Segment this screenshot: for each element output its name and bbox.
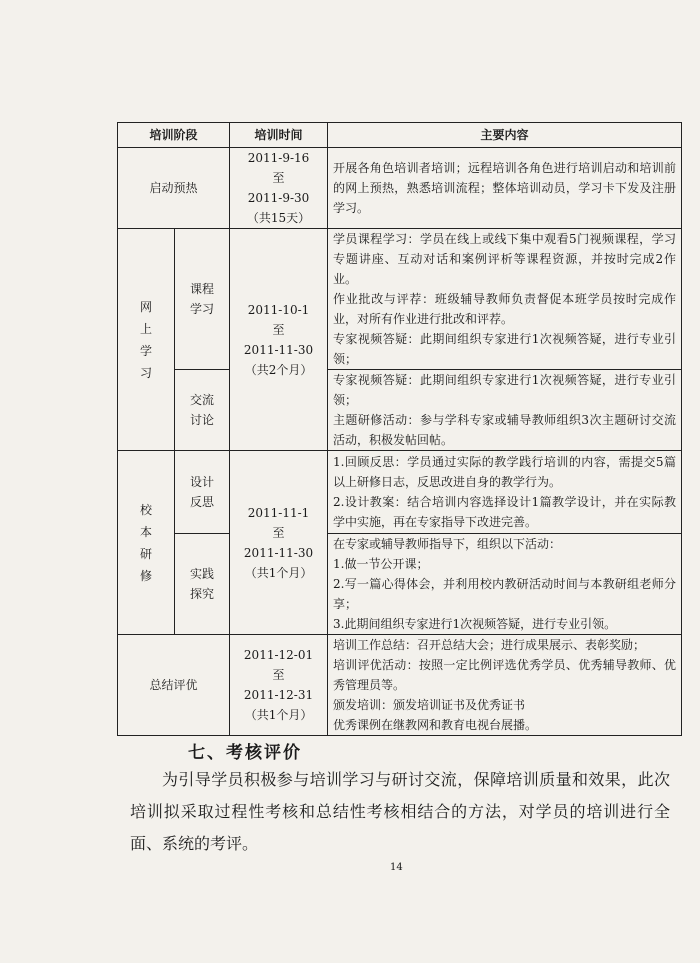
table-row <box>118 534 682 635</box>
content-summary: 培训工作总结：召开总结大会；进行成果展示、表彰奖励； 培训评优活动：按照一定比例评选优秀学员、优秀辅导教师、优秀管理员等。 颁发培训：颁发培训证书及优秀证书 优秀课例在继教网和教育电视台展播。 <box>328 635 682 736</box>
table-row <box>118 148 682 229</box>
training-schedule-table <box>117 122 682 736</box>
substage-design: 设计 反思 <box>175 451 230 534</box>
content-course: 学员课程学习：学员在线上或线下集中观看5门视频课程，学习专题讲座、互动对话和案例评析等课程资源，并按时完成2作业。 作业批改与评荐：班级辅导教师负责督促本班学员按时完成作业，对所有作业进行批改和评荐。 专家视频答疑：此期间组织专家进行1次视频答疑，进行专业引领； <box>328 229 682 370</box>
page-number: 14 <box>390 862 403 873</box>
stage-startup: 启动预热 <box>118 148 230 229</box>
substage-discussion: 交流 讨论 <box>175 370 230 451</box>
header-content: 主要内容 <box>328 123 682 148</box>
table-row <box>118 370 682 451</box>
content-startup: 开展各角色培训者培训；远程培训各角色进行培训启动和培训前的网上预热，熟悉培训流程；整体培训动员，学习卡下发及注册学习。 <box>328 148 682 229</box>
time-school: 2011-11-1 至 2011-11-30 （共1个月） <box>230 451 328 635</box>
stage-school: 校 本 研 修 <box>118 451 175 635</box>
table-header-row <box>118 123 682 148</box>
table-row <box>118 451 682 534</box>
stage-online: 网 上 学 习 <box>118 229 175 451</box>
section-paragraph: 为引导学员积极参与培训学习与研讨交流，保障培训质量和效果，此次培训拟采取过程性考核和总结性考核相结合的方法，对学员的培训进行全面、系统的考评。 <box>130 770 670 853</box>
time-startup: 2011-9-16 至 2011-9-30 （共15天） <box>230 148 328 229</box>
time-online: 2011-10-1 至 2011-11-30 （共2个月） <box>230 229 328 451</box>
section-title: 七、考核评价 <box>188 743 302 763</box>
time-summary: 2011-12-01 至 2011-12-31 （共1个月） <box>230 635 328 736</box>
table-row <box>118 635 682 736</box>
table-row <box>118 229 682 370</box>
stage-summary: 总结评优 <box>118 635 230 736</box>
substage-course: 课程 学习 <box>175 229 230 370</box>
content-practice: 在专家或辅导教师指导下，组织以下活动： 1.做一节公开课； 2.写一篇心得体会，并利用校内教研活动时间与本教研组老师分享； 3.此期间组织专家进行1次视频答疑，进行专业引领。 <box>328 534 682 635</box>
header-stage: 培训阶段 <box>118 123 230 148</box>
content-discussion: 专家视频答疑：此期间组织专家进行1次视频答疑，进行专业引领； 主题研修活动：参与学科专家或辅导教师组织3次主题研讨交流活动，积极发帖回帖。 <box>328 370 682 451</box>
substage-practice: 实践 探究 <box>175 534 230 635</box>
content-design: 1.回顾反思：学员通过实际的教学践行培训的内容，需提交5篇以上研修日志，反思改进自身的教学行为。 2.设计教案：结合培训内容选择设计1篇教学设计，并在实际教学中实施，再在专家指导下改进完善。 <box>328 451 682 534</box>
header-time: 培训时间 <box>230 123 328 148</box>
